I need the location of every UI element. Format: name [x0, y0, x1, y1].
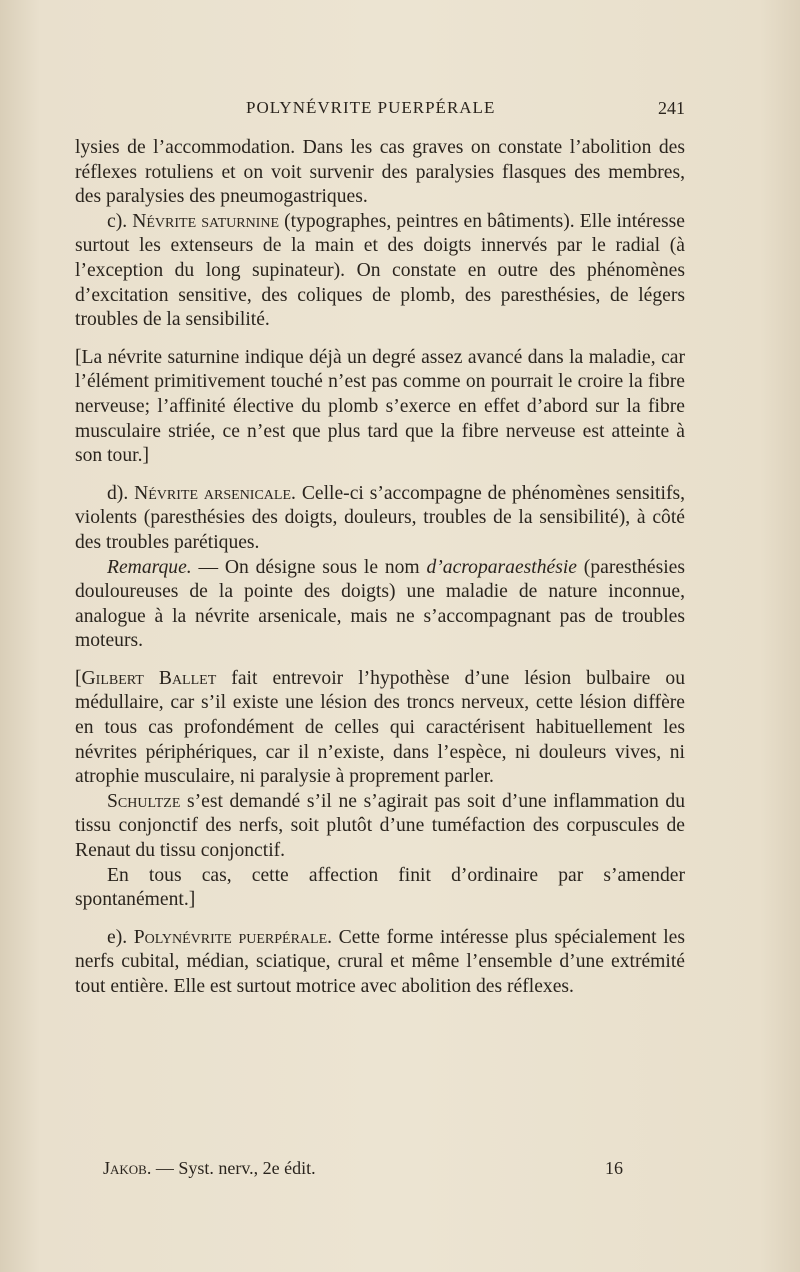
page-number: 241 — [658, 98, 685, 118]
signature-mark: 16 — [605, 1158, 623, 1178]
author-name: Schultze — [107, 790, 181, 812]
paragraph-text: . Cette forme intéresse plus spécialement les nerfs cubital, médian, sciatique, crural et même l’ensemble d’une extrémité tout entière. Elle est surtout motrice avec abolition des réflexes. — [75, 926, 685, 997]
author-name: Gilbert Ballet — [81, 667, 217, 689]
footer-title: . — Syst. nerv., 2e édit. — [146, 1158, 316, 1178]
item-label: e). — [107, 926, 134, 948]
item-label: c). — [107, 210, 133, 232]
page-header — [75, 98, 685, 124]
paragraph-polynevrite-puerperale — [75, 926, 685, 1000]
section-heading: Polynévrite puerpérale — [133, 926, 328, 948]
paragraph-nevrite-arsenicale — [75, 482, 685, 556]
paragraph-bracketed-note: [La névrite saturnine indique déjà un degré assez avancé dans la maladie, car l’élément primitivement touché n’est pas comme on pourrait le croire la fibre nerveuse; l’affinité élective du plomb s’exerce en effet d’abord sur la fibre musculaire striée, ce n’est que plus tard que la fibre nerveuse est atteinte à son tour.] — [75, 346, 685, 467]
running-title: POLYNÉVRITE PUERPÉRALE — [246, 98, 496, 117]
paragraph-gilbert-ballet — [75, 667, 685, 790]
paragraph-text: — On désigne sous le nom — [191, 556, 427, 578]
paragraph-text: fait entrevoir l’hypothèse d’une lésion bulbaire ou médullaire, car s’il existe une lésion des troncs nerveux, cette lésion diffère en tous cas profondément de celles qui caractérisent habituellement les névrites périphériques, car il n’existe, dans l’espèce, ni douleurs vives, ni atrophie musculaire, ni paralysie à proprement parler. — [75, 667, 685, 788]
paragraph-nevrite-saturnine — [75, 210, 685, 333]
page-footer — [103, 1158, 623, 1184]
footer-author: Jakob — [103, 1158, 147, 1178]
section-heading: Névrite arsenicale — [134, 482, 292, 504]
page-body — [75, 136, 685, 1000]
footer-reference — [103, 1158, 316, 1179]
paragraph-continuation: lysies de l’accommodation. Dans les cas graves on constate l’abolition des réflexes rotuliens et on voit survenir des paralysies flasques des membres, des paralysies des pneumogastriques. — [75, 137, 685, 208]
paragraph-text: (paresthésies douloureuses de la pointe des doigts) une maladie de nature inconnue, analogue à la névrite arsenicale, mais ne s’accompagnant pas de troubles moteurs. — [75, 556, 685, 652]
paragraph-schultze — [75, 790, 685, 864]
item-label: d). — [107, 482, 135, 504]
bracket-open: [ — [75, 667, 82, 689]
section-heading: Névrite saturnine — [132, 210, 280, 232]
remark-label: Remarque. — [107, 556, 192, 578]
term-acroparaesthesie: d’acroparaesthésie — [426, 556, 578, 578]
paragraph-remarque — [75, 556, 685, 654]
paragraph-text: s’est demandé s’il ne s’agirait pas soit d’une inflammation du tissu conjonctif des nerfs, soit plutôt d’une tuméfaction des corpuscules de Renaut du tissu conjonctif. — [75, 790, 685, 862]
paragraph-text: . Celle-ci s’accompagne de phénomènes sensitifs, violents (paresthésies des doigts, douleurs, troubles de la sensibilité), à côté des troubles parétiques. — [75, 482, 685, 553]
paragraph-text: (typographes, peintres en bâtiments). Elle intéresse surtout les extenseurs de la main et des doigts innervés par le radial (à l’exception du long supinateur). On constate en outre des phénomènes d’excitation sensitive, des coliques de plomb, des paresthésies, de légers troubles de la sensibilité. — [75, 210, 685, 331]
paragraph-conclusion: En tous cas, cette affection finit d’ordinaire par s’amender spontanément.] — [75, 864, 685, 911]
